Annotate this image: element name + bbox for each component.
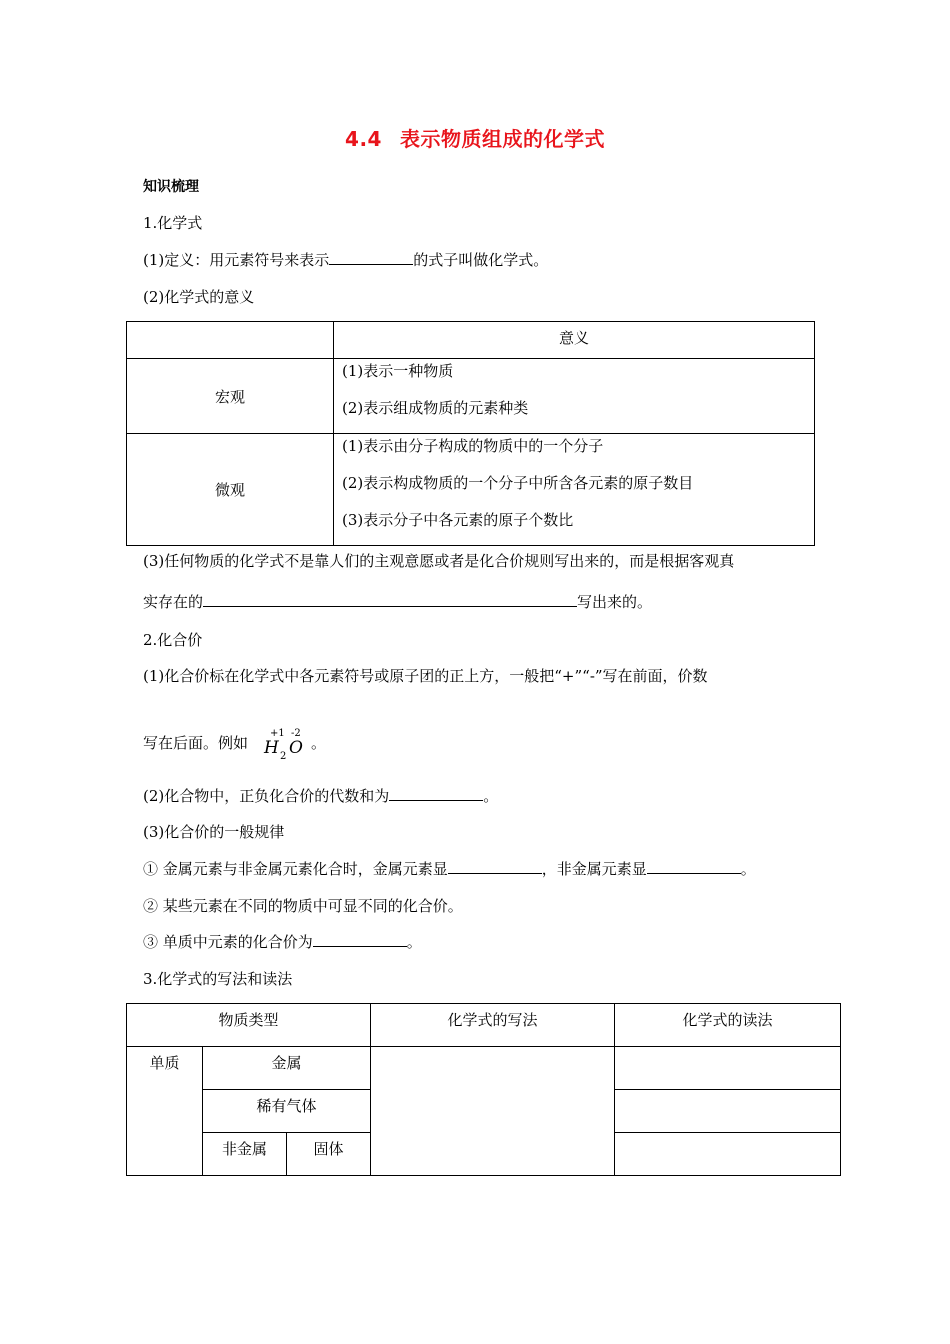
rw-col-write: 化学式的写法 <box>371 1004 615 1047</box>
rw-read-metal <box>615 1047 841 1090</box>
s1-heading: 1.化学式 <box>143 214 203 232</box>
def-before: (1)定义：用元素符号来表示 <box>143 251 330 269</box>
macro-cell <box>334 359 815 434</box>
macro-line-2: (2)表示组成物质的元素种类 <box>342 399 529 417</box>
section-heading: 知识梳理 <box>143 179 199 195</box>
macro-row <box>127 359 815 434</box>
s1-definition <box>143 250 548 270</box>
rw-read-nonmetal <box>615 1133 841 1176</box>
rw-row-metal <box>127 1047 841 1090</box>
rule3-a: ③ 单质中元素的化合价为 <box>143 933 313 951</box>
micro-line-2: (2)表示构成物质的一个分子中所含各元素的原子数目 <box>342 474 694 492</box>
page-title <box>0 123 950 152</box>
blank-element-valence <box>313 932 407 947</box>
blank-algebraic-sum <box>389 786 483 801</box>
s2-p1-line1: (1)化合价标在化学式中各元素符号或原子团的正上方，一般把“+”“-”写在前面，价数 <box>143 667 708 685</box>
p3-after: 写出来的。 <box>577 593 653 611</box>
s2-p2 <box>143 786 498 806</box>
blank-nonmetal-valence <box>647 859 741 874</box>
rule1-b: ，非金属元素显 <box>541 860 647 878</box>
s1-p3-line2 <box>143 592 652 612</box>
rw-read-noble-gas <box>615 1090 841 1133</box>
s2-p1-line2: 写在后面。例如 <box>143 734 249 752</box>
rw-col-type: 物质类型 <box>127 1004 371 1047</box>
micro-line-3: (3)表示分子中各元素的原子个数比 <box>342 511 574 529</box>
meaning-table-header-row <box>127 322 815 359</box>
meaning-table-corner <box>127 322 334 359</box>
blank-metal-valence <box>448 859 542 874</box>
blank-definition <box>329 250 413 265</box>
rw-header-row <box>127 1004 841 1047</box>
o-valence: -2 <box>291 728 301 739</box>
h-valence: +1 <box>270 728 285 739</box>
s2-p3: (3)化合价的一般规律 <box>143 823 285 841</box>
macro-label: 宏观 <box>127 359 334 434</box>
s2-heading: 2.化合价 <box>143 631 203 649</box>
micro-cell <box>334 434 815 546</box>
meaning-table-header: 意义 <box>334 322 815 359</box>
s2-rule-1 <box>143 859 756 879</box>
s2-p1-end: 。 <box>311 734 327 752</box>
s2-rule-2: ② 某些元素在不同的物质中可显不同的化合价。 <box>143 897 463 915</box>
rw-nonmetal: 非金属 <box>203 1133 287 1176</box>
p3-before: 实存在的 <box>143 593 204 611</box>
rw-noble-gas: 稀有气体 <box>203 1090 371 1133</box>
rule3-b: 。 <box>406 933 422 951</box>
p2-after: 。 <box>483 787 499 805</box>
title-text: 表示物质组成的化学式 <box>399 127 605 151</box>
water-valence-formula <box>263 728 313 768</box>
def-after: 的式子叫做化学式。 <box>413 251 549 269</box>
blank-objective <box>203 592 577 607</box>
rw-metal: 金属 <box>203 1047 371 1090</box>
h-subscript: 2 <box>280 751 287 762</box>
rw-col-read: 化学式的读法 <box>615 1004 841 1047</box>
micro-line-1: (1)表示由分子构成的物质中的一个分子 <box>342 437 604 455</box>
rule1-a: ① 金属元素与非金属元素化合时，金属元素显 <box>143 860 448 878</box>
h-symbol: H <box>264 738 279 758</box>
micro-row <box>127 434 815 546</box>
s1-meaning-heading: (2)化学式的意义 <box>143 288 255 306</box>
s1-p3-line1: (3)任何物质的化学式不是靠人们的主观意愿或者是化合价规则写出来的，而是根据客观真 <box>143 552 735 570</box>
rw-write-cell <box>371 1047 615 1176</box>
o-symbol: O <box>289 738 303 758</box>
p2-before: (2)化合物中，正负化合价的代数和为 <box>143 787 390 805</box>
rw-simple-substance: 单质 <box>127 1047 203 1176</box>
rw-solid: 固体 <box>287 1133 371 1176</box>
macro-line-1: (1)表示一种物质 <box>342 362 454 380</box>
meaning-table <box>126 321 815 546</box>
rule1-c: 。 <box>740 860 756 878</box>
title-number: 4.4 <box>345 127 382 151</box>
write-read-table <box>126 1003 841 1176</box>
micro-label: 微观 <box>127 434 334 546</box>
s3-heading: 3.化学式的写法和读法 <box>143 970 293 988</box>
s2-rule-3 <box>143 932 422 952</box>
